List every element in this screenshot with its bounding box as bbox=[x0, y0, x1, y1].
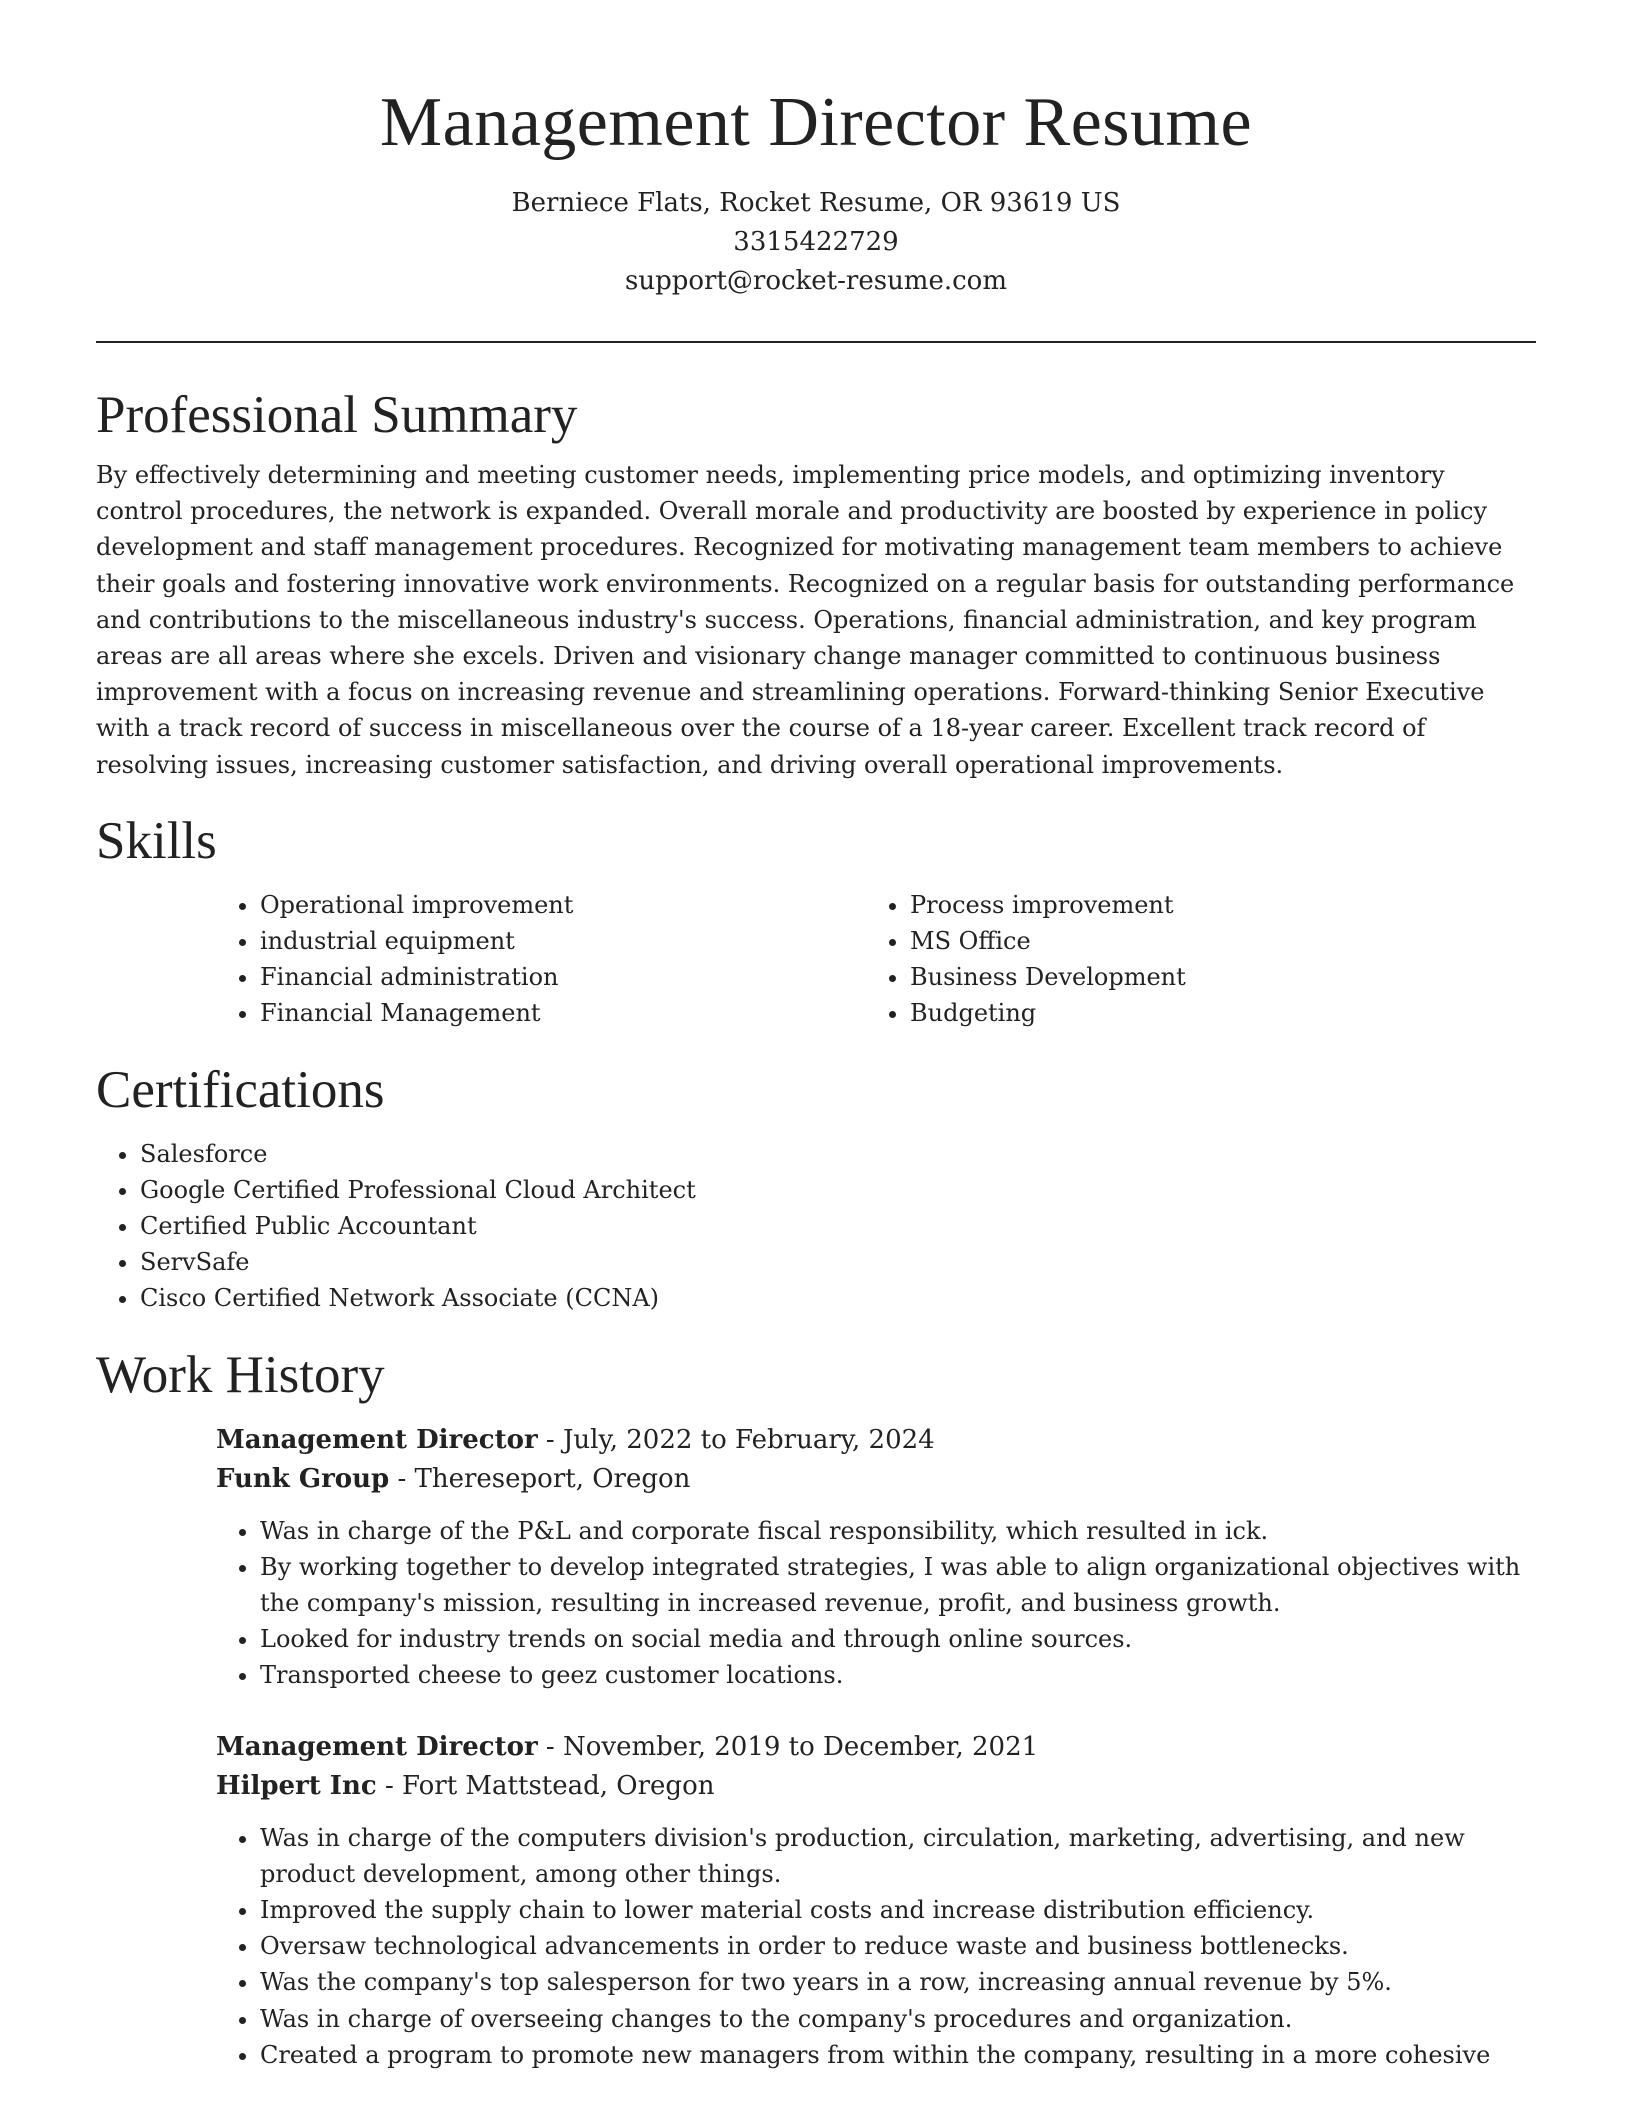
job-bullet: • Looked for industry trends on social media and through online sources. bbox=[260, 1621, 1536, 1657]
job-company-line bbox=[216, 1767, 1536, 1806]
header-divider bbox=[96, 341, 1536, 343]
job-bullet: • Created a program to promote new managers from within the company, resulting in a more cohesive bbox=[260, 2037, 1536, 2073]
certification-item: • Cisco Certified Network Associate (CCNA) bbox=[140, 1280, 1536, 1316]
contact-address: Berniece Flats, Rocket Resume, OR 93619 US bbox=[511, 188, 1121, 218]
skill-item: • Budgeting bbox=[910, 995, 1516, 1031]
resume-header bbox=[96, 80, 1536, 301]
certification-item: • ServSafe bbox=[140, 1244, 1536, 1280]
job-company-line bbox=[216, 1460, 1536, 1499]
skills-section bbox=[96, 809, 1536, 1032]
contact-phone: 3315422729 bbox=[733, 227, 899, 257]
job-bullet: • Improved the supply chain to lower material costs and increase distribution efficiency. bbox=[260, 1892, 1536, 1928]
certifications-list bbox=[96, 1136, 1536, 1317]
skill-item: • Financial administration bbox=[260, 959, 866, 995]
job-title: Management Director bbox=[216, 1731, 538, 1762]
job-bullet: • Was in charge of the P&L and corporate fiscal responsibility, which resulted in ick. bbox=[260, 1513, 1536, 1549]
skill-item: • Process improvement bbox=[910, 887, 1516, 923]
skill-item: • industrial equipment bbox=[260, 923, 866, 959]
job-company: Hilpert Inc bbox=[216, 1770, 377, 1801]
job-entry bbox=[216, 1421, 1536, 1694]
contact-email: support@rocket-resume.com bbox=[624, 266, 1007, 296]
job-bullet: • By working together to develop integrated strategies, I was able to align organizational objectives with the company's mission, resulting in increased revenue, profit, and business growth. bbox=[260, 1549, 1536, 1621]
skills-heading: Skills bbox=[96, 811, 217, 870]
job-company: Funk Group bbox=[216, 1463, 390, 1494]
skill-item: • Operational improvement bbox=[260, 887, 866, 923]
certifications-heading: Certifications bbox=[96, 1060, 385, 1119]
job-bullet: • Transported cheese to geez customer locations. bbox=[260, 1657, 1536, 1693]
certification-item: • Google Certified Professional Cloud Architect bbox=[140, 1172, 1536, 1208]
skills-list-right bbox=[866, 887, 1516, 1032]
work-history-heading: Work History bbox=[96, 1345, 385, 1404]
work-history-section bbox=[96, 1343, 1536, 2073]
job-title-line bbox=[216, 1421, 1536, 1460]
job-bullet: • Was in charge of overseeing changes to the company's procedures and organization. bbox=[260, 2001, 1536, 2037]
certifications-section bbox=[96, 1058, 1536, 1317]
certification-item: • Salesforce bbox=[140, 1136, 1536, 1172]
skills-column-right bbox=[866, 887, 1516, 1032]
job-location: - Fort Mattstead, Oregon bbox=[376, 1770, 715, 1801]
job-bullet: • Oversaw technological advancements in order to reduce waste and business bottlenecks. bbox=[260, 1928, 1536, 1964]
job-bullets bbox=[216, 1513, 1536, 1694]
job-bullets bbox=[216, 1820, 1536, 2073]
contact-block bbox=[96, 184, 1536, 301]
job-bullet: • Was in charge of the computers division's production, circulation, marketing, advertising, and new product development, among other things. bbox=[260, 1820, 1536, 1892]
job-title: Management Director bbox=[216, 1424, 538, 1455]
job-dates: - November, 2019 to December, 2021 bbox=[537, 1731, 1039, 1762]
skill-item: • MS Office bbox=[910, 923, 1516, 959]
summary-section bbox=[96, 383, 1536, 783]
job-entry bbox=[216, 1728, 1536, 2073]
skill-item: • Business Development bbox=[910, 959, 1516, 995]
summary-heading: Professional Summary bbox=[96, 386, 578, 444]
skills-column-left bbox=[216, 887, 866, 1032]
skills-list-left bbox=[216, 887, 866, 1032]
skill-item: • Financial Management bbox=[260, 995, 866, 1031]
certification-item: • Certified Public Accountant bbox=[140, 1208, 1536, 1244]
resume-title: Management Director Resume bbox=[379, 84, 1253, 161]
job-location: - Thereseport, Oregon bbox=[389, 1463, 691, 1494]
summary-text: By effectively determining and meeting customer needs, implementing price models, and optimizing inventory control procedures, the network is expanded. Overall morale and productivity are boosted by experience in policy development and staff management procedures. Recognized for motivating management team members to achieve their goals and fostering innovative work environments. Recognized on a regular basis for outstanding performance and contributions to the miscellaneous industry's success. Operations, financial administration, and key program areas are all areas where she excels. Driven and visionary change manager committed to continuous business improvement with a focus on increasing revenue and streamlining operations. Forward-thinking Senior Executive with a track record of success in miscellaneous over the course of a 18-year career. Excellent track record of resolving issues, increasing customer satisfaction, and driving overall operational improvements. bbox=[96, 461, 1515, 779]
job-bullet: • Was the company's top salesperson for two years in a row, increasing annual revenue by 5%. bbox=[260, 1964, 1536, 2000]
job-title-line bbox=[216, 1728, 1536, 1767]
skills-grid bbox=[216, 887, 1536, 1032]
job-dates: - July, 2022 to February, 2024 bbox=[537, 1424, 935, 1455]
resume-page bbox=[96, 80, 1536, 2073]
